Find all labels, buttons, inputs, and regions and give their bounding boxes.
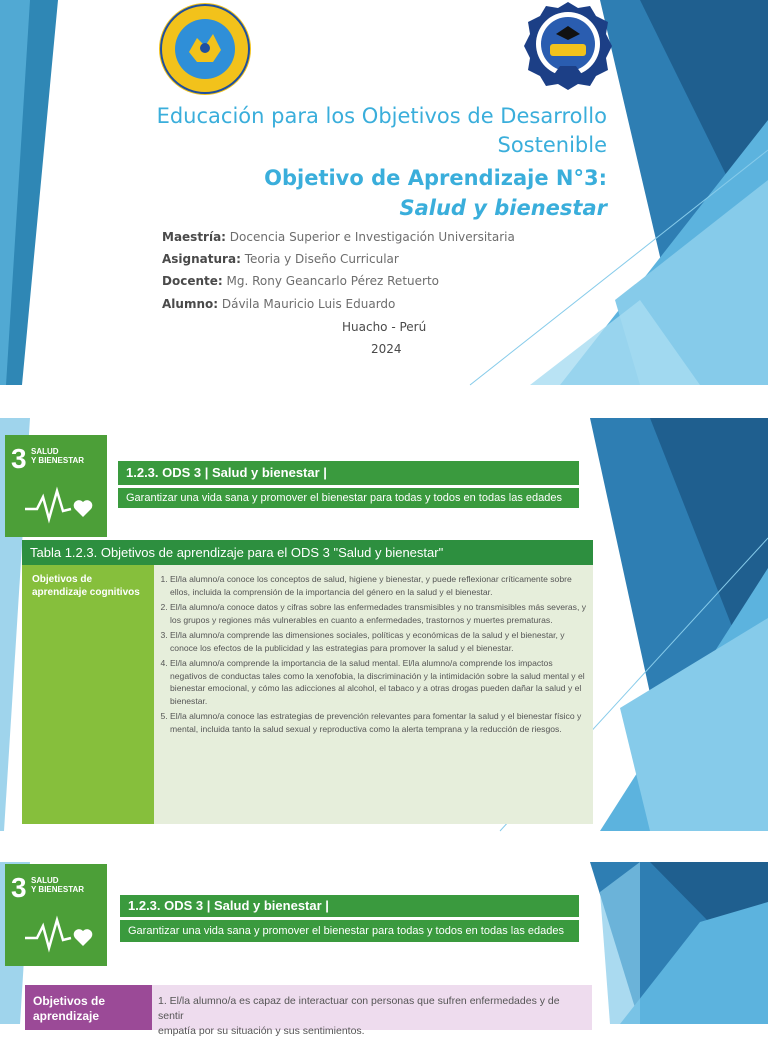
objective-item: 4. El/la alumno/a comprende la importancia de la salud mental. El/la alumno/a comprende los impactos negativos de conductas tales como la xenofobia, la discriminación y la intimidación sobre la salud mental y el bienestar emocional, y cómo las adicciones al alcohol, el tabaco y a otras drogas pueden dañar la salud y el bienestar. — [170, 657, 587, 707]
info-student: Alumno: Dávila Mauricio Luis Eduardo — [162, 297, 396, 311]
objective-item: 3. El/la alumno/a comprende las dimensiones sociales, políticas y económicas de la salud y el bienestar, y conoce los efectos de la publicidad y las estrategias para promover la salud y el bienestar. — [170, 629, 587, 654]
sdg-number: 3 — [11, 872, 27, 903]
objective-item: 1. El/la alumno/a conoce los conceptos de salud, higiene y bienestar, y puede reflexionar críticamente sobre ellos, incluida la comprensión de la importancia del género en la salud y el bienestar. — [170, 573, 587, 598]
subtitle-line: Objetivo de Aprendizaje N°3: — [264, 166, 607, 190]
info-subject: Asignatura: Teoria y Diseño Curricular — [162, 252, 399, 266]
year: 2024 — [371, 342, 402, 356]
place: Huacho - Perú — [342, 320, 427, 334]
table-title: Tabla 1.2.3. Objetivos de aprendizaje para el ODS 3 "Salud y bienestar" — [22, 540, 593, 565]
university-seal-logo — [155, 2, 255, 96]
sdg-3-icon — [5, 435, 107, 537]
ods-subheader-bar: Garantizar una vida sana y promover el bienestar para todas y todos en todas las edades — [120, 920, 579, 942]
objective-item: 5. El/la alumno/a conoce las estrategias de prevención relevantes para fomentar la salud y el bienestar físico y mental, incluida tanto la salud sexual y reproductiva como la alerta temprana y la reducción de riesgos. — [170, 710, 587, 735]
sdg-number: 3 — [11, 443, 27, 474]
info-master: Maestría: Docencia Superior e Investigación Universitaria — [162, 230, 515, 244]
posgrado-school-logo — [520, 0, 616, 92]
subtitle-topic: Salud y bienestar — [399, 196, 607, 220]
subtitle — [100, 163, 607, 223]
ods-header-bar: 1.2.3. ODS 3 | Salud y bienestar | — [118, 461, 579, 485]
objective-item: 2. El/la alumno/a conoce datos y cifras sobre las enfermedades transmisibles y no transmisibles más severas, y los grupos y regiones más vulnerables en cuanto a enfermedades, trastornos y muertes prematuras. — [170, 601, 587, 626]
table-category-label: Objetivos de aprendizaje cognitivos — [22, 565, 154, 824]
title-line-1: Educación para los Objetivos de Desarrollo — [156, 104, 607, 128]
presentation-title — [100, 102, 607, 160]
heartbeat-icon — [25, 916, 97, 952]
title-line-2: Sostenible — [497, 133, 607, 157]
sdg-3-icon — [5, 864, 107, 966]
table-objectives — [154, 565, 593, 824]
sdg-label: SALUD Y BIENESTAR — [31, 447, 85, 465]
objective-item-line: empatía por su situación y sus sentimientos. — [158, 1025, 365, 1037]
info-teacher: Docente: Mg. Rony Geancarlo Pérez Retuerto — [162, 274, 439, 288]
ods-subheader-bar: Garantizar una vida sana y promover el bienestar para todas y todos en todas las edades — [118, 488, 579, 508]
ods-header-bar: 1.2.3. ODS 3 | Salud y bienestar | — [120, 895, 579, 917]
heartbeat-icon — [25, 487, 97, 523]
objective-item-line: 1. El/la alumno/a es capaz de interactuar con personas que sufren enfermedades y de sentir — [158, 995, 560, 1022]
slide-3 — [0, 862, 768, 1037]
slide-2 — [0, 418, 768, 831]
purple-category-label: Objetivos de aprendizaje — [25, 985, 152, 1030]
purple-objectives — [152, 985, 592, 1037]
slide-1 — [0, 0, 768, 385]
sdg-label: SALUD Y BIENESTAR — [31, 876, 85, 894]
